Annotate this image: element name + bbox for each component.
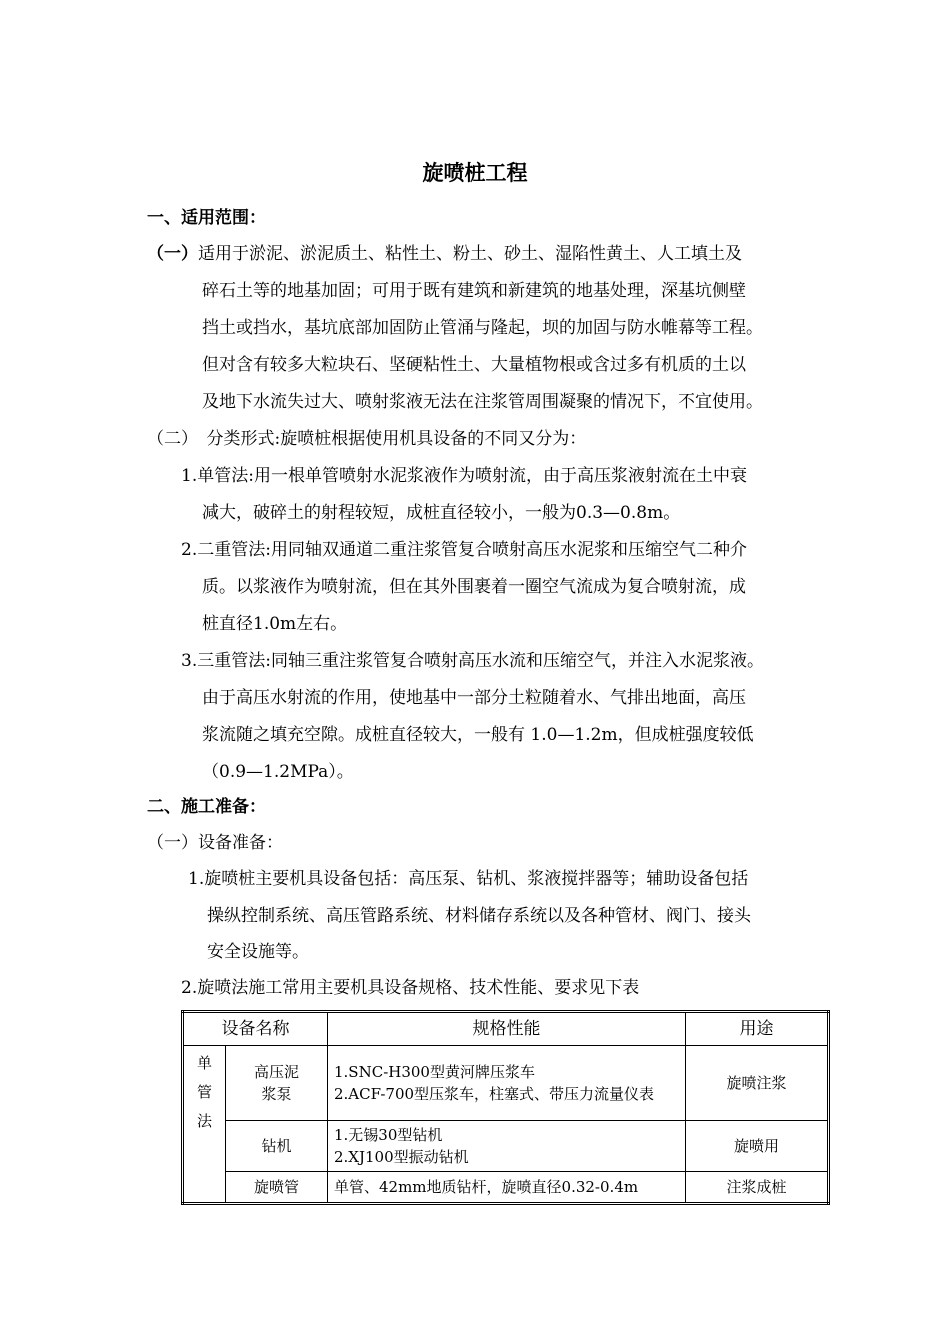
group-label-single-tube: 单 管 法	[183, 1046, 226, 1204]
purpose-cell: 旋喷用	[686, 1121, 829, 1172]
method-double-tube-line: 2.二重管法:用同轴双通道二重注浆管复合喷射高压水泥浆和压缩空气二种介	[181, 540, 747, 560]
scope-item-1-line: 碎石土等的地基加固；可用于既有建筑和新建筑的地基处理，深基坑侧壁	[202, 281, 746, 301]
method-double-tube-line: 桩直径1.0m左右。	[202, 614, 348, 634]
table-header-row	[183, 1012, 829, 1046]
equipment-spec-table	[181, 1010, 830, 1205]
equipment-prep-line: （一）设备准备：	[147, 833, 283, 853]
method-triple-tube-line: 浆流随之填充空隙。成桩直径较大，一般有 1.0—1.2m，但成桩强度较低	[202, 725, 754, 745]
scope-item-2-line: （二） 分类形式:旋喷桩根据使用机具设备的不同又分为：	[147, 429, 587, 449]
table-row	[183, 1121, 829, 1172]
equipment-name-cell: 钻机	[226, 1121, 328, 1172]
method-double-tube-line: 质。以浆液作为喷射流，但在其外围裹着一圈空气流成为复合喷射流，成	[202, 577, 746, 597]
scope-item-1-line	[147, 242, 742, 266]
equipment-list-line: 操纵控制系统、高压管路系统、材料储存系统以及各种管材、阀门、接头	[207, 906, 751, 926]
equipment-name-cell: 旋喷管	[226, 1172, 328, 1204]
scope-item-1-line: 及地下水流失过大、喷射浆液无法在注浆管周围凝聚的情况下，不宜使用。	[202, 392, 763, 412]
specs-cell: 1.无锡30型钻机 2.XJ100型振动钻机	[328, 1121, 686, 1172]
purpose-cell: 注浆成桩	[686, 1172, 829, 1204]
scope-item-1-line: 但对含有较多大粒块石、坚硬粘性土、大量植物根或含过多有机质的土以	[202, 355, 746, 375]
header-purpose: 用途	[686, 1012, 829, 1046]
equipment-table-caption: 2.旋喷法施工常用主要机具设备规格、技术性能、要求见下表	[181, 978, 640, 998]
equipment-list-line: 安全设施等。	[207, 942, 309, 962]
scope-item-1-line: 挡土或挡水，基坑底部加固防止管涌与隆起，坝的加固与防水帷幕等工程。	[202, 318, 763, 338]
section-heading-preparation: 二、施工准备：	[147, 797, 266, 817]
section-heading-scope: 一、适用范围：	[147, 208, 266, 228]
equipment-list-line: 1.旋喷桩主要机具设备包括：高压泵、钻机、浆液搅拌器等；辅助设备包括	[188, 869, 749, 889]
specs-cell: 单管、42mm地质钻杆，旋喷直径0.32-0.4m	[328, 1172, 686, 1204]
method-triple-tube-line: 3.三重管法:同轴三重注浆管复合喷射高压水流和压缩空气，并注入水泥浆液。	[181, 651, 764, 671]
table-row	[183, 1172, 829, 1204]
method-triple-tube-line: （0.9—1.2MPa）。	[202, 762, 354, 782]
scope-item-1-prefix: （一）	[147, 244, 198, 264]
method-triple-tube-line: 由于高压水射流的作用，使地基中一部分土粒随着水、气排出地面，高压	[202, 688, 746, 708]
scope-item-1-text: 适用于淤泥、淤泥质土、粘性土、粉土、砂土、湿陷性黄土、人工填土及	[198, 244, 742, 264]
purpose-cell: 旋喷注浆	[686, 1046, 829, 1121]
table-row	[183, 1046, 829, 1121]
equipment-name-cell: 高压泥浆泵	[226, 1046, 328, 1121]
header-specifications: 规格性能	[328, 1012, 686, 1046]
header-equipment-name: 设备名称	[183, 1012, 328, 1046]
method-single-tube-line: 减大，破碎土的射程较短，成桩直径较小，一般为0.3—0.8m。	[202, 503, 681, 523]
page-title: 旋喷桩工程	[422, 161, 528, 185]
specs-cell: 1.SNC-H300型黄河牌压浆车 2.ACF-700型压浆车，柱塞式、带压力流量仪表	[328, 1046, 686, 1121]
method-single-tube-line: 1.单管法:用一根单管喷射水泥浆液作为喷射流，由于高压浆液射流在土中衰	[181, 466, 747, 486]
